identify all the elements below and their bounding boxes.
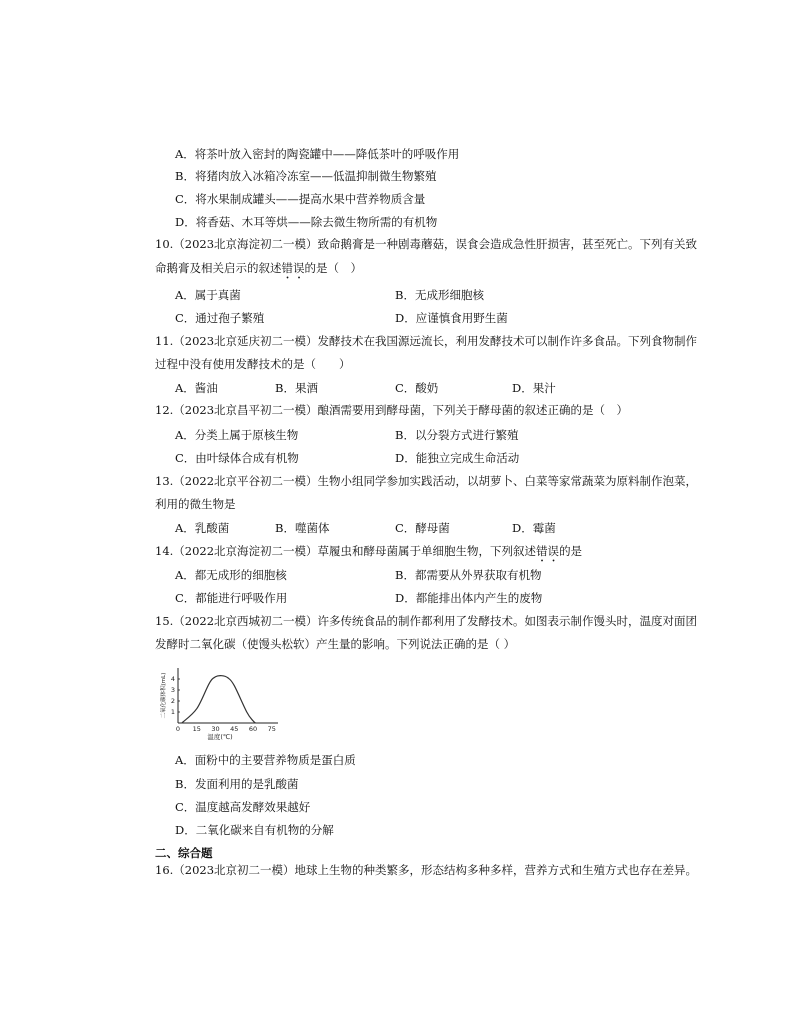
x-tick-label: 75 bbox=[267, 725, 276, 733]
q14-option-a: A．都无成形的细胞核 bbox=[175, 568, 287, 582]
q13-option-b: B．噬菌体 bbox=[275, 521, 330, 535]
x-tick-label: 30 bbox=[211, 725, 220, 733]
q9-option-b: B．将猪肉放入冰箱冷冻室——低温抑制微生物繁殖 bbox=[175, 169, 437, 183]
q14-option-d: D．都能排出体内产生的废物 bbox=[395, 591, 543, 605]
q13-option-c: C．酵母菌 bbox=[395, 521, 450, 535]
q10-option-c: C．通过孢子繁殖 bbox=[175, 311, 265, 325]
q10-option-b: B．无成形细胞核 bbox=[395, 288, 484, 302]
q12-option-d: D．能独立完成生命活动 bbox=[395, 451, 520, 465]
x-tick-label: 45 bbox=[230, 725, 239, 733]
y-tick-label: 4 bbox=[170, 675, 175, 683]
x-axis-label: 温度(℃) bbox=[207, 733, 233, 741]
q13-option-a: A．乳酸菌 bbox=[175, 521, 230, 535]
q15-stem-line1: 15.（2022北京西城初二一模）许多传统食品的制作都利用了发酵技术。如图表示制作馒头时，温度对面团 bbox=[155, 614, 698, 628]
q9-option-a: A．将茶叶放入密封的陶瓷罐中——降低茶叶的呼吸作用 bbox=[175, 147, 460, 161]
q14-option-c: C．都能进行呼吸作用 bbox=[175, 591, 288, 605]
q13-option-d: D．霉菌 bbox=[512, 521, 556, 535]
q15-stem-line2: 发酵时二氧化碳（使馒头松软）产生量的影响。下列说法正确的是（ ） bbox=[155, 637, 516, 651]
q11-option-d: D．果汁 bbox=[512, 381, 556, 395]
y-tick-label: 3 bbox=[170, 686, 175, 694]
q10-option-a: A．属于真菌 bbox=[175, 288, 241, 302]
q12-option-c: C．由叶绿体合成有机物 bbox=[175, 451, 299, 465]
y-tick-label: 2 bbox=[170, 697, 175, 705]
fermentation-chart bbox=[160, 660, 285, 742]
q11-option-b: B．果酒 bbox=[275, 381, 318, 395]
q12-option-b: B．以分裂方式进行繁殖 bbox=[395, 428, 519, 442]
q14-option-b: B．都需要从外界获取有机物 bbox=[395, 568, 542, 582]
q9-option-d: D．将香菇、木耳等烘——除去微生物所需的有机物 bbox=[175, 215, 438, 229]
q12-option-a: A．分类上属于原核生物 bbox=[175, 428, 299, 442]
x-tick-label: 60 bbox=[248, 725, 258, 733]
q13-stem-line2: 利用的微生物是 bbox=[155, 497, 236, 511]
y-tick-label: 1 bbox=[170, 708, 175, 716]
y-axis-label: 二氧化碳体积(mL) bbox=[161, 672, 167, 719]
q15-option-d: D．二氧化碳来自有机物的分解 bbox=[175, 823, 334, 837]
q10-stem-line1: 10.（2023北京海淀初二一模）致命鹅膏是一种剧毒蘑菇，误食会造成急性肝损害，甚至死亡。下列有关致 bbox=[155, 237, 698, 251]
q13-stem-line1: 13.（2022北京平谷初二一模）生物小组同学参加实践活动，以胡萝卜、白菜等家常蔬菜为原料制作泡菜， bbox=[155, 474, 698, 488]
q16-stem-line1: 16.（2023北京初二一模）地球上生物的种类繁多，形态结构多种多样，营养方式和生殖方式也存在差异。 bbox=[155, 863, 698, 877]
x-tick-label: 15 bbox=[192, 725, 201, 733]
q11-stem-line2: 过程中没有使用发酵技术的是（ ） bbox=[155, 357, 351, 371]
section-title: 二、综合题 bbox=[155, 846, 213, 860]
q15-option-a: A．面粉中的主要营养物质是蛋白质 bbox=[175, 753, 356, 767]
q10-stem-line2: 命鹅膏及相关启示的叙述错误的是（ ） bbox=[155, 261, 362, 275]
q15-option-b: B．发面利用的是乳酸菌 bbox=[175, 777, 299, 791]
q11-option-a: A．酱油 bbox=[175, 381, 218, 395]
q9-option-c: C．将水果制成罐头——提高水果中营养物质含量 bbox=[175, 192, 426, 206]
q14-stem-line1: 14.（2022北京海淀初二一模）草履虫和酵母菌属于单细胞生物，下列叙述错误的是 bbox=[155, 544, 583, 558]
q12-stem-line1: 12.（2023北京昌平初二一模）酿酒需要用到酵母菌，下列关于酵母菌的叙述正确的是（ ） bbox=[155, 403, 629, 417]
q15-option-c: C．温度越高发酵效果越好 bbox=[175, 800, 311, 814]
q10-option-d: D．应谨慎食用野生菌 bbox=[395, 311, 508, 325]
q11-option-c: C．酸奶 bbox=[395, 381, 439, 395]
x-tick-label: 0 bbox=[175, 725, 181, 733]
q11-stem-line1: 11.（2023北京延庆初二一模）发酵技术在我国源远流长，利用发酵技术可以制作许多食品。下列食物制作 bbox=[155, 334, 698, 348]
co2-curve bbox=[182, 676, 256, 723]
